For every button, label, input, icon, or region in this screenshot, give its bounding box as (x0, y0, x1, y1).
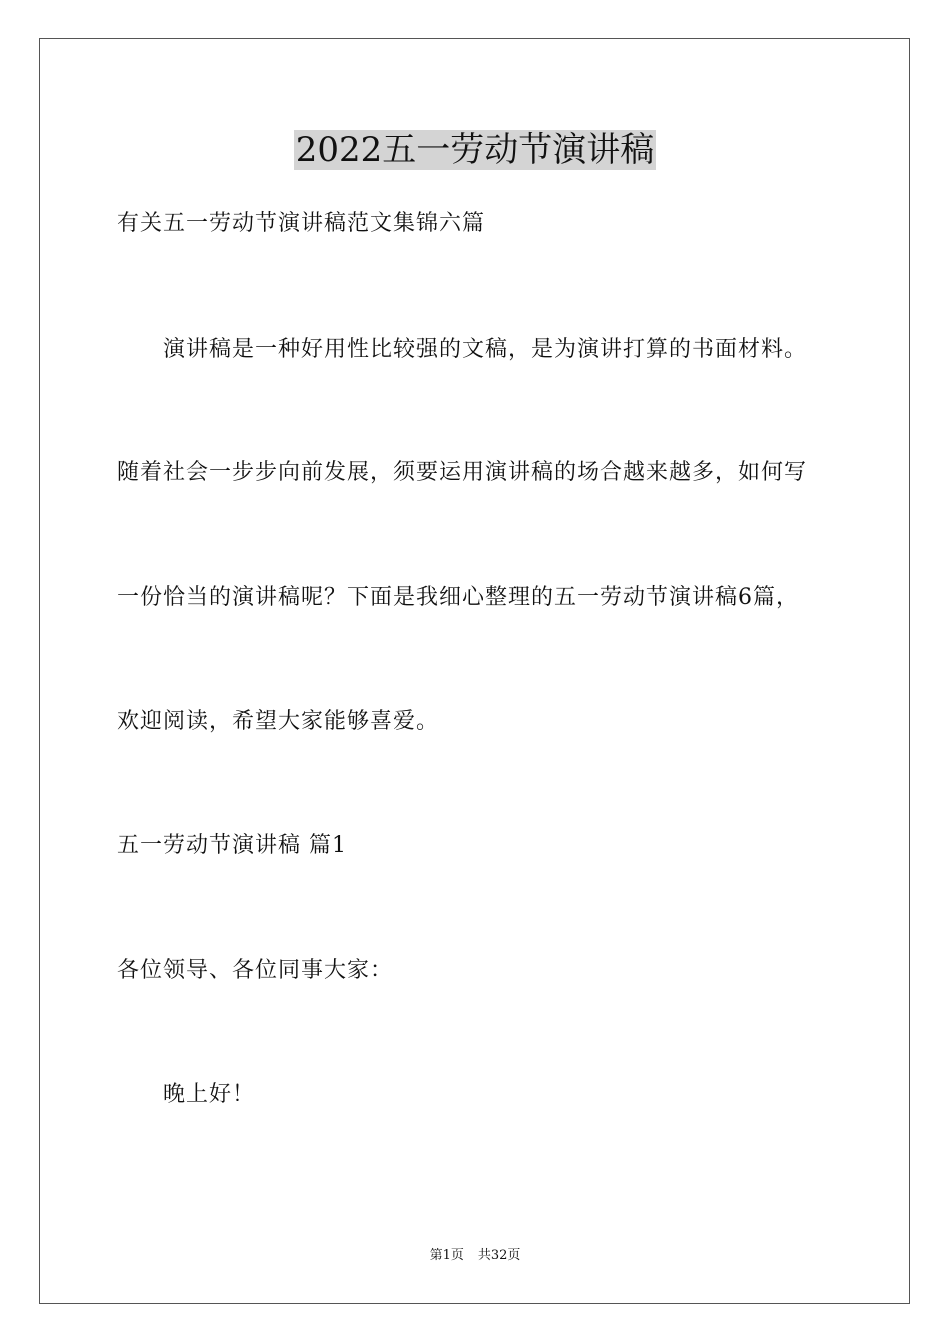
paragraph-line: 演讲稿是一种好用性比较强的文稿，是为演讲打算的书面材料。 (163, 337, 808, 362)
paragraph-line: 一份恰当的演讲稿呢？下面是我细心整理的五一劳动节演讲稿6篇， (117, 585, 799, 610)
page-total: 共32页 (477, 1248, 521, 1263)
greeting-line: 晚上好！ (163, 1082, 256, 1107)
subtitle-line: 有关五一劳动节演讲稿范文集锦六篇 (117, 211, 486, 236)
document-title-text: 2022五一劳动节演讲稿 (295, 130, 655, 170)
document-title (0, 128, 950, 172)
paragraph-line: 欢迎阅读，希望大家能够喜爱。 (117, 709, 440, 734)
salutation-line: 各位领导、各位同事大家： (117, 958, 394, 983)
page-number: 第1页 (429, 1248, 464, 1263)
page-footer (0, 1246, 950, 1266)
section-heading: 五一劳动节演讲稿 篇1 (117, 833, 347, 858)
paragraph-line: 随着社会一步步向前发展，须要运用演讲稿的场合越来越多，如何写 (117, 460, 808, 485)
